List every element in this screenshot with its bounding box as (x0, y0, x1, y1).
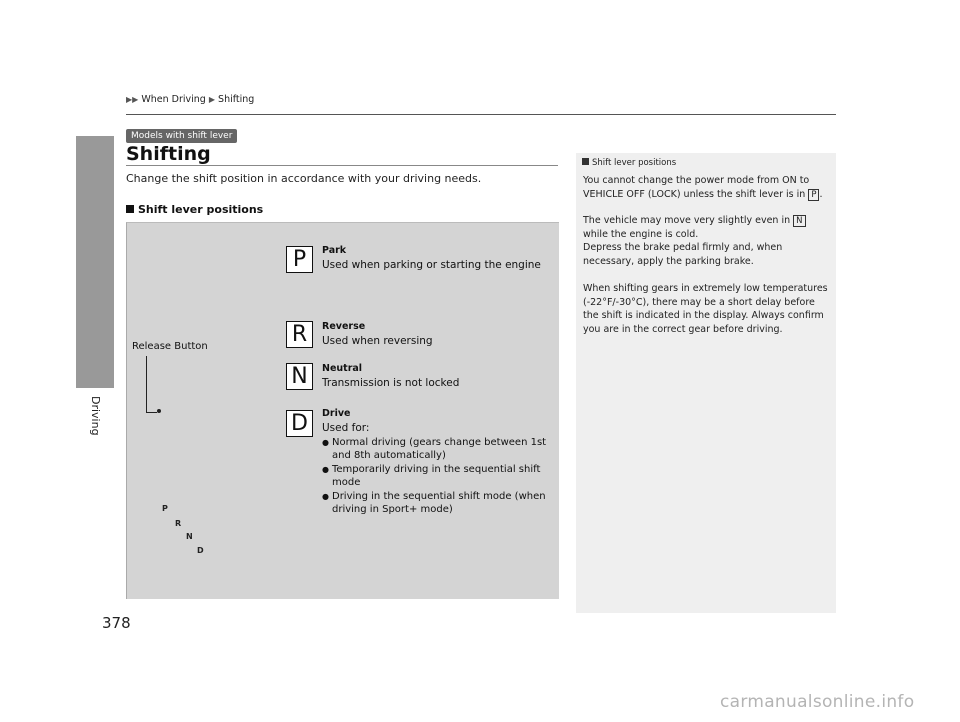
models-tag: Models with shift lever (126, 129, 237, 143)
sidebar-paragraph: The vehicle may move very slightly even in N while the engine is cold. (583, 214, 831, 241)
release-callout-line (146, 356, 157, 413)
key-n-box: N (793, 215, 805, 227)
reverse-letter-box: R (286, 321, 313, 348)
neutral-desc: Transmission is not locked (322, 377, 460, 389)
sidebar-paragraph: You cannot change the power mode from ON to VEHICLE OFF (LOCK) unless the shift lever is in P . (583, 175, 823, 200)
chapter-label: Driving (89, 396, 102, 436)
drive-bullet: ● Driving in the sequential shift mode (when driving in Sport+ mode) (322, 490, 557, 516)
drive-bullet: ● Temporarily driving in the sequential shift mode (322, 463, 557, 489)
sidebar-heading: Shift lever positions (582, 158, 676, 168)
breadcrumb-level2[interactable]: Shifting (218, 94, 255, 105)
reverse-desc: Used when reversing (322, 335, 433, 347)
lever-letter-d: D (197, 546, 204, 555)
watermark: carmanualsonline.info (720, 692, 915, 712)
release-button-label: Release Button (132, 341, 208, 352)
section-heading: Shift lever positions (126, 203, 263, 216)
release-callout-dot (157, 409, 161, 413)
reverse-name: Reverse (322, 321, 366, 332)
page-number: 378 (102, 614, 131, 632)
lever-letter-p: P (162, 504, 168, 513)
drive-name: Drive (322, 408, 351, 419)
park-desc: Used when parking or starting the engine (322, 259, 541, 271)
drive-bullet: ● Normal driving (gears change between 1st and 8th automatically) (322, 436, 557, 462)
header-rule (126, 114, 836, 115)
page-title: Shifting (126, 143, 211, 165)
park-letter-box: P (286, 246, 313, 273)
neutral-letter-box: N (286, 363, 313, 390)
sidebar-paragraph: Depress the brake pedal firmly and, when necessary, apply the parking brake. (583, 242, 783, 267)
drive-letter-box: D (286, 410, 313, 437)
square-bullet-icon (126, 205, 134, 213)
intro-text: Change the shift position in accordance with your driving needs. (126, 172, 482, 185)
neutral-name: Neutral (322, 363, 363, 374)
note-icon (582, 158, 589, 165)
breadcrumb (126, 94, 254, 105)
key-p-box: P (808, 189, 819, 201)
breadcrumb-arrow-icon: ▶ (208, 95, 216, 104)
title-rule (126, 165, 558, 166)
drive-desc: Used for: (322, 422, 370, 434)
chapter-tab (76, 136, 114, 388)
park-name: Park (322, 245, 347, 256)
lever-letter-r: R (175, 519, 182, 528)
breadcrumb-arrow-icon: ▶▶ (126, 95, 139, 104)
sidebar-paragraph: When shifting gears in extremely low temperatures (-22°F/-30°C), there may be a short delay before the shift is indicated in the display. Always confirm you are in the correct gear before driving. (583, 283, 828, 335)
breadcrumb-level1[interactable]: When Driving (141, 94, 206, 105)
lever-letter-n: N (186, 532, 193, 541)
